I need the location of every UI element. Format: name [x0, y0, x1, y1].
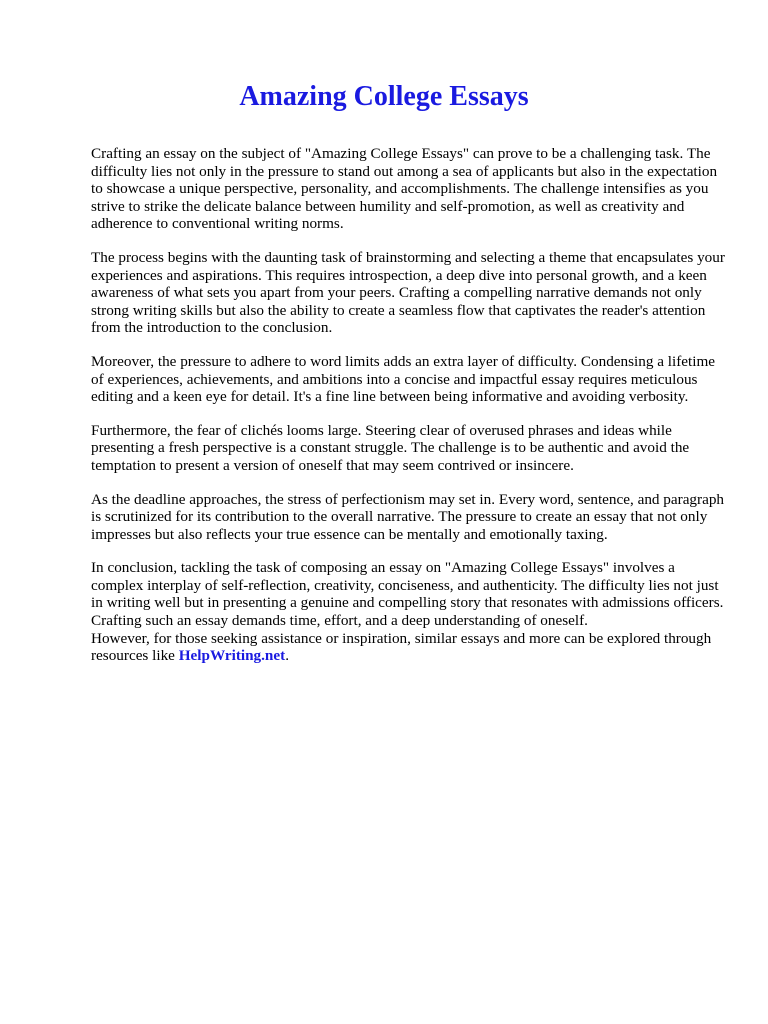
- paragraph-1: Crafting an essay on the subject of "Amazing College Essays" can prove to be a challenging task. The difficulty lies not only in the pressure to stand out among a sea of applicants but also in the expectation to showcase a unique perspective, personality, and accomplishments. The challenge intensifies as you strive to strike the delicate balance between humility and self-promotion, as well as creativity and adherence to conventional writing norms.: [91, 145, 718, 233]
- paragraph-3: Moreover, the pressure to adhere to word limits adds an extra layer of difficulty. Condensing a lifetime of experiences, achievements, and ambitions into a concise and impactful essay requires meticulous editing and a keen eye for detail. It's a fine line between being informative and avoiding verbosity.: [91, 352, 716, 406]
- paragraph-5: As the deadline approaches, the stress of perfectionism may set in. Every word, sentence, and paragraph is scrutinized for its contribution to the overall narrative. The pressure to create an essay that not only impresses but also reflects your true essence can be mentally and emotionally taxing.: [91, 490, 725, 543]
- document-body: [91, 145, 731, 681]
- helpwriting-link[interactable]: HelpWriting.net: [178, 647, 286, 665]
- paragraph-4: Furthermore, the fear of clichés looms large. Steering clear of overused phrases and ideas while presenting a fresh perspective is a constant struggle. The challenge is to be authentic and avoid the temptation to present a version of oneself that may seem contrived or insincere.: [91, 421, 690, 474]
- conclusion-text: In conclusion, tackling the task of composing an essay on "Amazing College Essays" involves a complex interplay of self-reflection, creativity, conciseness, and authenticity. The difficulty lies not just in writing well but in presenting a genuine and compelling story that resonates with admissions officers. Crafting such an essay demands time, effort, and a deep understanding of oneself.: [91, 559, 724, 630]
- conclusion-trailing-punct: .: [285, 647, 289, 665]
- document-title: Amazing College Essays: [239, 81, 529, 112]
- paragraph-conclusion: [91, 559, 731, 665]
- paragraph-2: The process begins with the daunting task of brainstorming and selecting a theme that encapsulates your experiences and aspirations. This requires introspection, a deep dive into personal growth, and a keen awareness of what sets you apart from your peers. Crafting a compelling narrative demands not only strong writing skills but also the ability to create a seamless flow that captivates the reader's attention from the introduction to the conclusion.: [91, 248, 725, 337]
- conclusion-followup-text: However, for those seeking assistance or inspiration, similar essays and more can be explored through resources like: [91, 629, 712, 665]
